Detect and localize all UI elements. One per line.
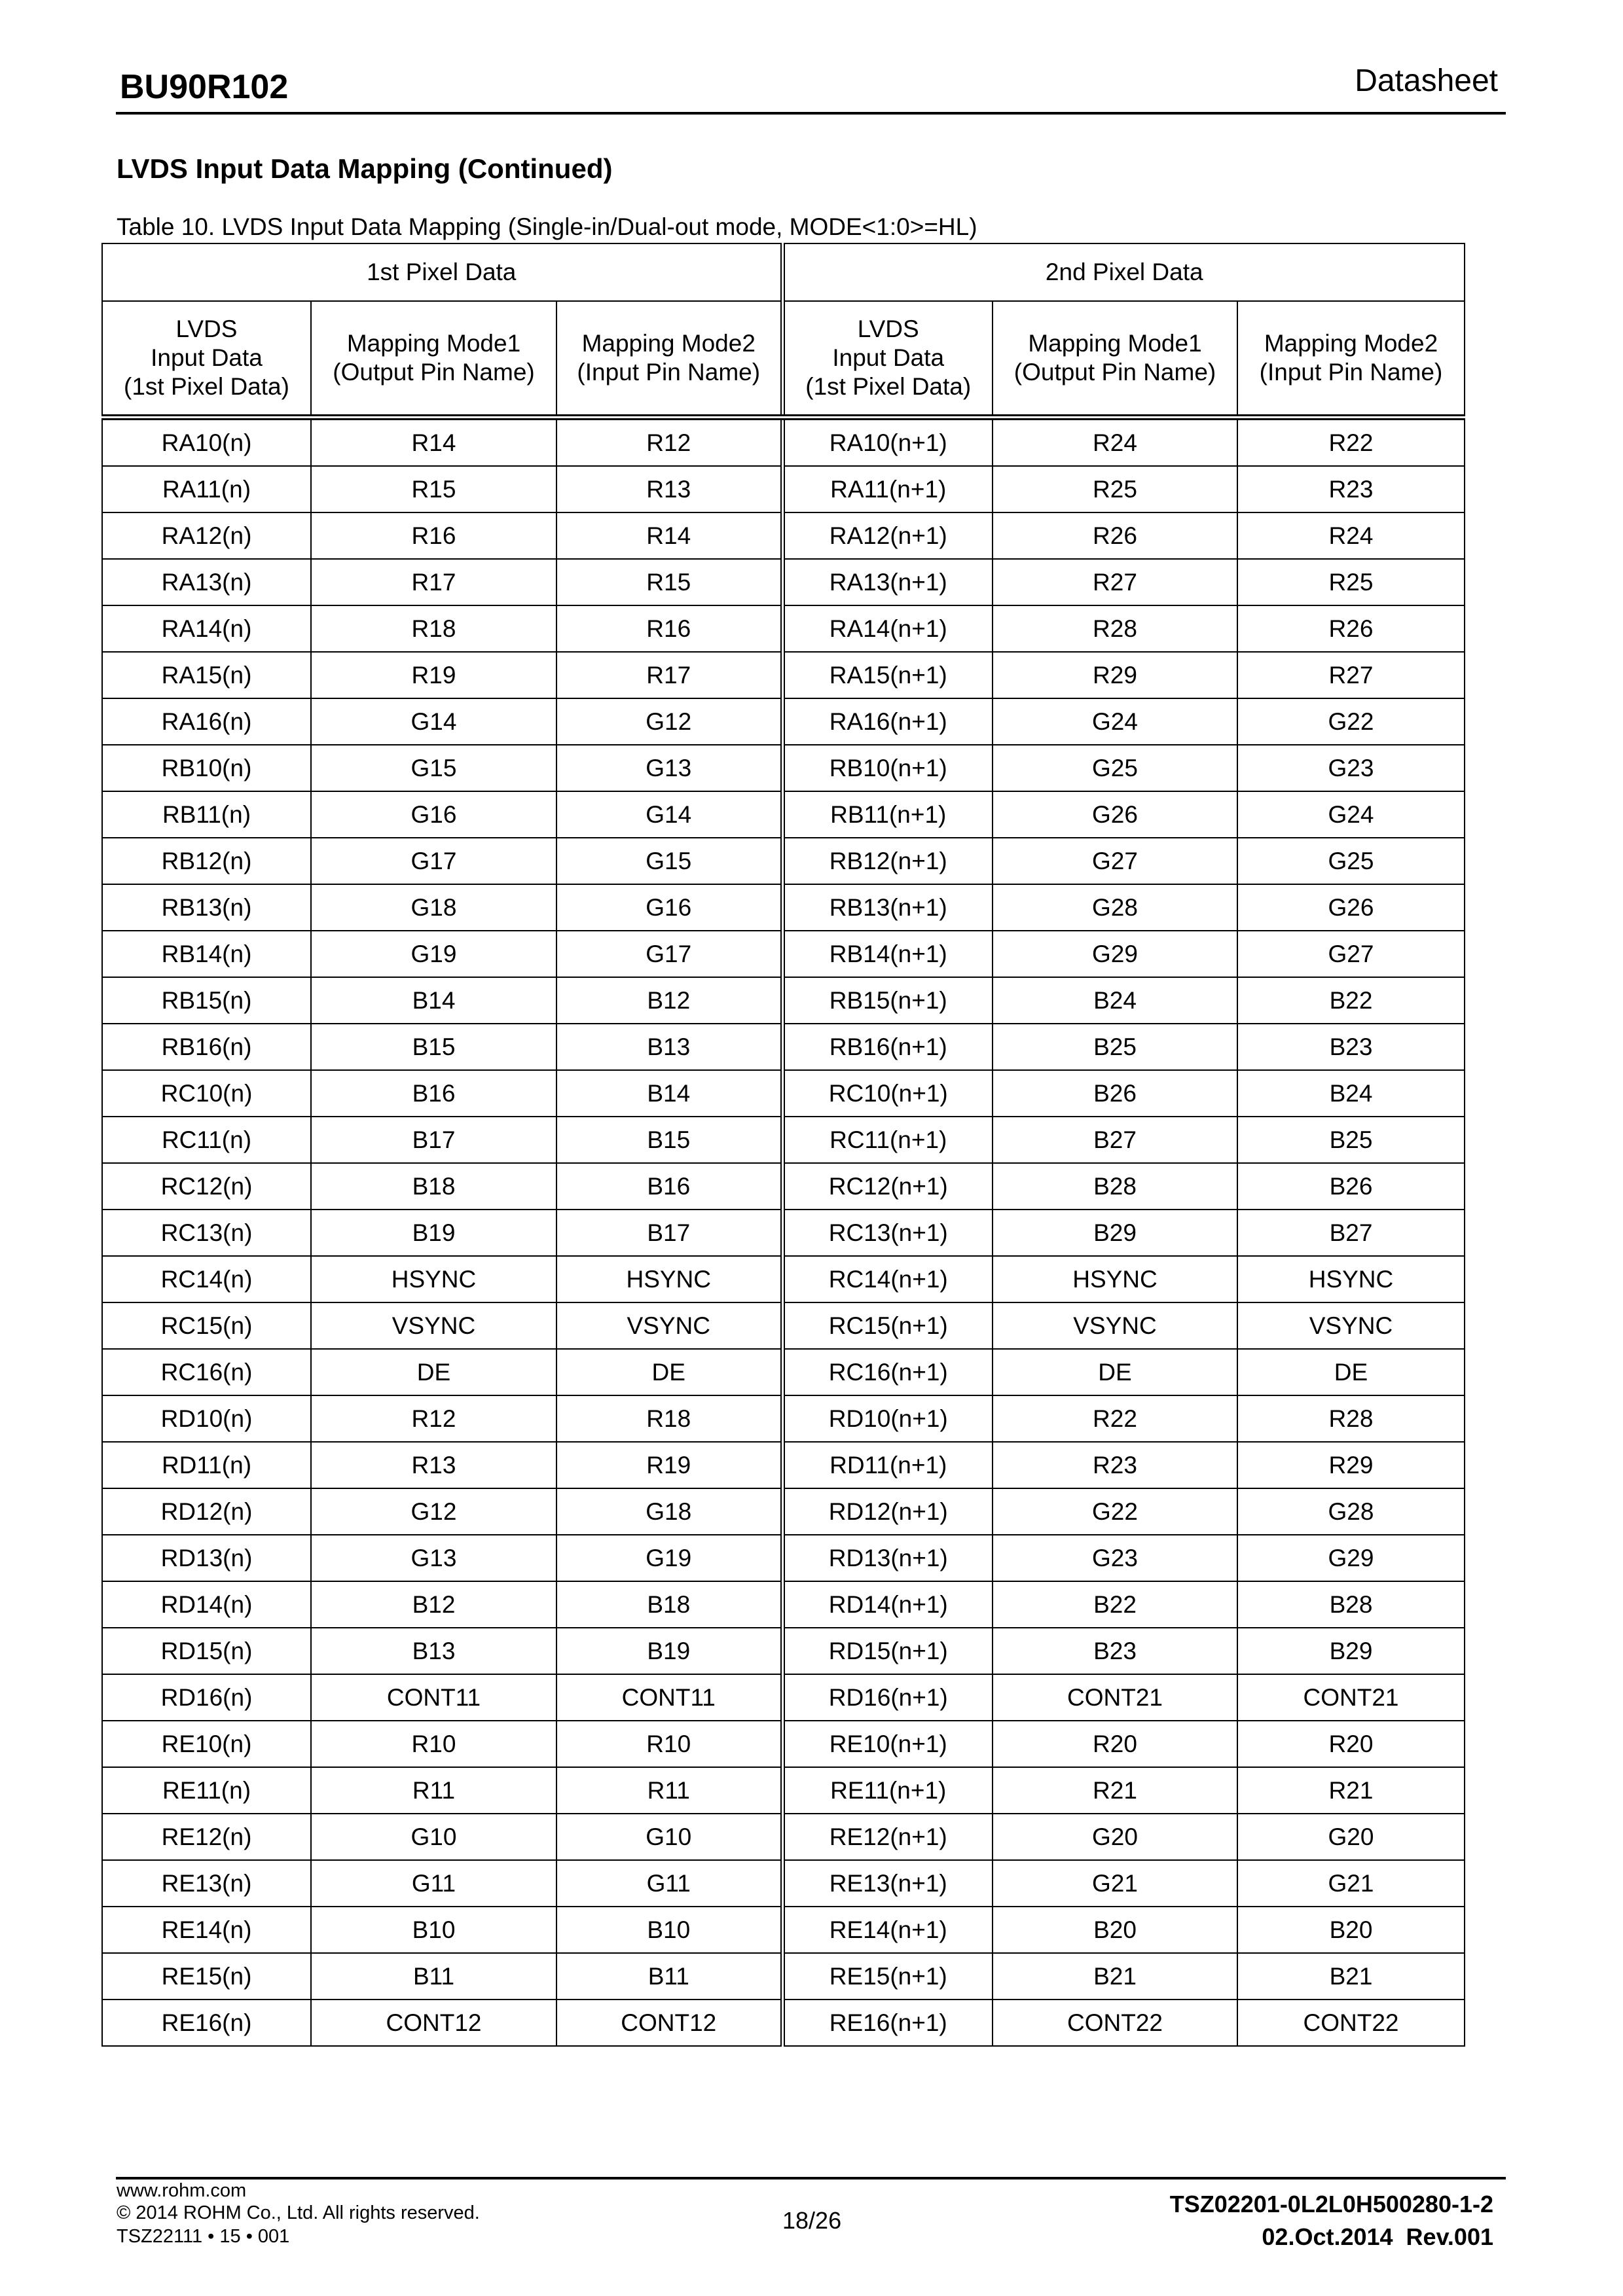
table-cell: R21 (1237, 1767, 1465, 1814)
table-cell: R21 (993, 1767, 1237, 1814)
table-cell: RB15(n) (102, 977, 311, 1024)
table-cell: RB13(n+1) (782, 884, 993, 931)
table-cell: RB10(n) (102, 745, 311, 791)
table-cell: B26 (993, 1070, 1237, 1117)
column-header-line: Mapping Mode2 (1264, 330, 1438, 357)
table-row (102, 1628, 1465, 1674)
table-cell: R18 (311, 605, 556, 652)
table-cell: RA10(n) (102, 418, 311, 467)
table-cell: CONT12 (556, 2000, 782, 2046)
table-row (102, 698, 1465, 745)
table-cell: G11 (311, 1860, 556, 1907)
table-cell: B12 (556, 977, 782, 1024)
table-cell: RE12(n+1) (782, 1814, 993, 1860)
table-cell: B23 (993, 1628, 1237, 1674)
table-cell: RB14(n+1) (782, 931, 993, 977)
table-cell: HSYNC (993, 1256, 1237, 1302)
column-header (102, 301, 311, 418)
table-cell: RE12(n) (102, 1814, 311, 1860)
table-cell: RB11(n) (102, 791, 311, 838)
section-title: LVDS Input Data Mapping (Continued) (117, 153, 613, 184)
table-cell: G26 (1237, 884, 1465, 931)
table-caption: Table 10. LVDS Input Data Mapping (Single-in/Dual-out mode, MODE<1:0>=HL) (117, 213, 977, 240)
table-cell: RA10(n+1) (782, 418, 993, 467)
table-cell: RB12(n+1) (782, 838, 993, 884)
table-cell: RD15(n) (102, 1628, 311, 1674)
table-cell: B11 (556, 1953, 782, 2000)
table-cell: RD12(n) (102, 1488, 311, 1535)
table-cell: B17 (311, 1117, 556, 1163)
table-cell: DE (311, 1349, 556, 1395)
table-cell: B26 (1237, 1163, 1465, 1210)
table-cell: RD15(n+1) (782, 1628, 993, 1674)
table-cell: G19 (556, 1535, 782, 1581)
table-cell: RD16(n) (102, 1674, 311, 1721)
table-cell: RA13(n+1) (782, 559, 993, 605)
table-cell: RA11(n) (102, 466, 311, 512)
table-cell: G21 (993, 1860, 1237, 1907)
table-row (102, 1210, 1465, 1256)
table-cell: RB10(n+1) (782, 745, 993, 791)
table-cell: RD11(n) (102, 1442, 311, 1488)
table-cell: G20 (1237, 1814, 1465, 1860)
table-cell: R28 (1237, 1395, 1465, 1442)
table-row (102, 418, 1465, 467)
table-cell: G20 (993, 1814, 1237, 1860)
table-cell: G17 (311, 838, 556, 884)
table-cell: R23 (993, 1442, 1237, 1488)
table-cell: B15 (556, 1117, 782, 1163)
table-row (102, 1860, 1465, 1907)
table-cell: R20 (993, 1721, 1237, 1767)
table-row (102, 1488, 1465, 1535)
column-header-line: Mapping Mode1 (346, 330, 521, 357)
table-cell: G24 (993, 698, 1237, 745)
table-cell: G23 (1237, 745, 1465, 791)
table-cell: R15 (311, 466, 556, 512)
table-cell: RC12(n+1) (782, 1163, 993, 1210)
table-cell: CONT12 (311, 2000, 556, 2046)
table-cell: RA15(n) (102, 652, 311, 698)
table-cell: VSYNC (993, 1302, 1237, 1349)
table-row (102, 2000, 1465, 2046)
footer-rule (116, 2177, 1506, 2179)
table-cell: VSYNC (556, 1302, 782, 1349)
column-header-line: (Input Pin Name) (577, 359, 761, 386)
column-header-line: Input Data (151, 344, 263, 371)
table-cell: RC10(n+1) (782, 1070, 993, 1117)
table-cell: RE10(n) (102, 1721, 311, 1767)
column-header-line: LVDS (175, 315, 238, 342)
table-cell: R14 (556, 512, 782, 559)
table-cell: B15 (311, 1024, 556, 1070)
table-cell: G25 (993, 745, 1237, 791)
table-cell: G26 (993, 791, 1237, 838)
table-cell: G10 (556, 1814, 782, 1860)
table-cell: CONT22 (1237, 2000, 1465, 2046)
table-cell: HSYNC (1237, 1256, 1465, 1302)
table-cell: G16 (311, 791, 556, 838)
table-cell: RB16(n+1) (782, 1024, 993, 1070)
table-cell: R29 (993, 652, 1237, 698)
table-cell: B14 (311, 977, 556, 1024)
table-cell: R11 (311, 1767, 556, 1814)
table-cell: RC15(n) (102, 1302, 311, 1349)
table-cell: RD14(n) (102, 1581, 311, 1628)
table-cell: B13 (556, 1024, 782, 1070)
table-row (102, 1953, 1465, 2000)
table-cell: RB11(n+1) (782, 791, 993, 838)
table-cell: RA14(n+1) (782, 605, 993, 652)
table-cell: G19 (311, 931, 556, 977)
table-cell: G12 (556, 698, 782, 745)
table-cell: RC13(n+1) (782, 1210, 993, 1256)
table-row (102, 1721, 1465, 1767)
table-cell: DE (556, 1349, 782, 1395)
group-header-1st-pixel: 1st Pixel Data (102, 243, 782, 301)
table-row (102, 1349, 1465, 1395)
table-cell: RE16(n) (102, 2000, 311, 2046)
header-rule (116, 112, 1506, 115)
table-cell: RC15(n+1) (782, 1302, 993, 1349)
table-cell: B29 (993, 1210, 1237, 1256)
table-cell: G11 (556, 1860, 782, 1907)
table-cell: R14 (311, 418, 556, 467)
table-cell: B17 (556, 1210, 782, 1256)
table-cell: B29 (1237, 1628, 1465, 1674)
table-cell: RA15(n+1) (782, 652, 993, 698)
table-row (102, 1117, 1465, 1163)
table-cell: B27 (993, 1117, 1237, 1163)
table-cell: G25 (1237, 838, 1465, 884)
column-header (1237, 301, 1465, 418)
table-cell: CONT11 (311, 1674, 556, 1721)
table-cell: RE15(n+1) (782, 1953, 993, 2000)
table-row (102, 1302, 1465, 1349)
footer-website: www.rohm.com (117, 2180, 247, 2201)
table-cell: RC14(n) (102, 1256, 311, 1302)
table-cell: R29 (1237, 1442, 1465, 1488)
table-cell: B11 (311, 1953, 556, 2000)
page-number: 18/26 (782, 2207, 842, 2234)
table-cell: DE (1237, 1349, 1465, 1395)
table-cell: R10 (311, 1721, 556, 1767)
table-cell: B16 (556, 1163, 782, 1210)
table-cell: RD14(n+1) (782, 1581, 993, 1628)
table-cell: R12 (311, 1395, 556, 1442)
table-cell: G18 (556, 1488, 782, 1535)
table-cell: RD12(n+1) (782, 1488, 993, 1535)
column-header-line: Mapping Mode1 (1028, 330, 1202, 357)
table-cell: B18 (311, 1163, 556, 1210)
footer-form-code: TSZ22111 • 15 • 001 (117, 2226, 290, 2247)
table-cell: G17 (556, 931, 782, 977)
table-row (102, 745, 1465, 791)
table-cell: RC13(n) (102, 1210, 311, 1256)
table-cell: G15 (556, 838, 782, 884)
table-row (102, 977, 1465, 1024)
table-row (102, 1070, 1465, 1117)
table-cell: RD16(n+1) (782, 1674, 993, 1721)
column-header (993, 301, 1237, 418)
part-number: BU90R102 (120, 68, 289, 106)
table-row (102, 559, 1465, 605)
table-cell: R16 (311, 512, 556, 559)
table-cell: RA13(n) (102, 559, 311, 605)
table-cell: B28 (1237, 1581, 1465, 1628)
table-cell: RA12(n+1) (782, 512, 993, 559)
table-cell: CONT22 (993, 2000, 1237, 2046)
table-cell: B19 (556, 1628, 782, 1674)
table-cell: B27 (1237, 1210, 1465, 1256)
table-cell: R22 (1237, 418, 1465, 467)
table-row (102, 1024, 1465, 1070)
table-cell: R24 (993, 418, 1237, 467)
table-cell: RA16(n+1) (782, 698, 993, 745)
table-row (102, 512, 1465, 559)
table-cell: G28 (993, 884, 1237, 931)
table-cell: G27 (993, 838, 1237, 884)
column-header (556, 301, 782, 418)
table-cell: HSYNC (311, 1256, 556, 1302)
table-cell: RB14(n) (102, 931, 311, 977)
column-header-line: (Input Pin Name) (1259, 359, 1443, 386)
table-row (102, 1256, 1465, 1302)
footer-date-revision: 02.Oct.2014 Rev.001 (1262, 2223, 1493, 2250)
table-cell: RE11(n) (102, 1767, 311, 1814)
table-cell: G13 (556, 745, 782, 791)
table-cell: G12 (311, 1488, 556, 1535)
footer-copyright: © 2014 ROHM Co., Ltd. All rights reserved. (117, 2202, 480, 2223)
column-header-line: (Output Pin Name) (1013, 359, 1216, 386)
table-cell: R19 (556, 1442, 782, 1488)
table-cell: B12 (311, 1581, 556, 1628)
table-cell: G14 (556, 791, 782, 838)
table-cell: CONT11 (556, 1674, 782, 1721)
table-cell: CONT21 (993, 1674, 1237, 1721)
table-cell: RE14(n+1) (782, 1907, 993, 1953)
table-row (102, 791, 1465, 838)
column-header (782, 301, 993, 418)
table-cell: B10 (556, 1907, 782, 1953)
table-row (102, 884, 1465, 931)
table-cell: B20 (993, 1907, 1237, 1953)
table-row (102, 1535, 1465, 1581)
table-row (102, 1674, 1465, 1721)
table-cell: B18 (556, 1581, 782, 1628)
table-cell: R26 (1237, 605, 1465, 652)
table-cell: B23 (1237, 1024, 1465, 1070)
table-cell: R27 (1237, 652, 1465, 698)
table-row (102, 931, 1465, 977)
table-cell: G24 (1237, 791, 1465, 838)
table-cell: RE10(n+1) (782, 1721, 993, 1767)
table-cell: RB12(n) (102, 838, 311, 884)
lvds-mapping-table (101, 243, 1464, 2047)
table-row (102, 466, 1465, 512)
table-cell: RA11(n+1) (782, 466, 993, 512)
table-cell: G23 (993, 1535, 1237, 1581)
table-cell: B21 (993, 1953, 1237, 2000)
table-cell: RB16(n) (102, 1024, 311, 1070)
table-cell: B13 (311, 1628, 556, 1674)
table-cell: B21 (1237, 1953, 1465, 2000)
table-row (102, 1581, 1465, 1628)
table-cell: R15 (556, 559, 782, 605)
table-cell: RD10(n+1) (782, 1395, 993, 1442)
table-cell: G10 (311, 1814, 556, 1860)
table-cell: B14 (556, 1070, 782, 1117)
table-cell: R11 (556, 1767, 782, 1814)
table-cell: R22 (993, 1395, 1237, 1442)
table-cell: RC12(n) (102, 1163, 311, 1210)
table-cell: RC11(n+1) (782, 1117, 993, 1163)
table-cell: VSYNC (311, 1302, 556, 1349)
table-cell: CONT21 (1237, 1674, 1465, 1721)
table-cell: R20 (1237, 1721, 1465, 1767)
table-cell: B25 (993, 1024, 1237, 1070)
table-cell: G18 (311, 884, 556, 931)
table-cell: RB15(n+1) (782, 977, 993, 1024)
table-cell: VSYNC (1237, 1302, 1465, 1349)
table-row (102, 1907, 1465, 1953)
footer-doc-number: TSZ02201-0L2L0H500280-1-2 (1169, 2191, 1493, 2217)
table-cell: B25 (1237, 1117, 1465, 1163)
column-header-line: Mapping Mode2 (581, 330, 756, 357)
column-header-line: Input Data (832, 344, 945, 371)
table-cell: G14 (311, 698, 556, 745)
table-cell: RA14(n) (102, 605, 311, 652)
table-cell: B24 (1237, 1070, 1465, 1117)
table-cell: RE13(n+1) (782, 1860, 993, 1907)
table-cell: RE13(n) (102, 1860, 311, 1907)
table-row (102, 1767, 1465, 1814)
table-row (102, 838, 1465, 884)
group-header-2nd-pixel: 2nd Pixel Data (782, 243, 1465, 301)
table-cell: G29 (993, 931, 1237, 977)
table-cell: B22 (993, 1581, 1237, 1628)
table-cell: RA12(n) (102, 512, 311, 559)
column-header (311, 301, 556, 418)
table-cell: RE14(n) (102, 1907, 311, 1953)
table-cell: RA16(n) (102, 698, 311, 745)
table-cell: R10 (556, 1721, 782, 1767)
table-cell: B24 (993, 977, 1237, 1024)
table-cell: RD11(n+1) (782, 1442, 993, 1488)
table-cell: R18 (556, 1395, 782, 1442)
table-cell: B20 (1237, 1907, 1465, 1953)
table-row (102, 1163, 1465, 1210)
table-cell: B10 (311, 1907, 556, 1953)
table-cell: B28 (993, 1163, 1237, 1210)
table-cell: G15 (311, 745, 556, 791)
table-cell: RD13(n+1) (782, 1535, 993, 1581)
column-header-line: (1st Pixel Data) (124, 373, 289, 400)
table-row (102, 652, 1465, 698)
table-cell: RC16(n) (102, 1349, 311, 1395)
table-cell: B19 (311, 1210, 556, 1256)
table-row (102, 605, 1465, 652)
table-cell: R17 (311, 559, 556, 605)
column-header-line: (Output Pin Name) (333, 359, 535, 386)
table-cell: RC16(n+1) (782, 1349, 993, 1395)
table-cell: G29 (1237, 1535, 1465, 1581)
table-cell: B22 (1237, 977, 1465, 1024)
table-cell: R23 (1237, 466, 1465, 512)
table-cell: RE16(n+1) (782, 2000, 993, 2046)
table-cell: R25 (993, 466, 1237, 512)
table-row (102, 1395, 1465, 1442)
table-cell: G16 (556, 884, 782, 931)
table-cell: R19 (311, 652, 556, 698)
table-cell: R12 (556, 418, 782, 467)
table-cell: RE11(n+1) (782, 1767, 993, 1814)
table-cell: R27 (993, 559, 1237, 605)
table-cell: G28 (1237, 1488, 1465, 1535)
table-cell: G22 (1237, 698, 1465, 745)
table-cell: G21 (1237, 1860, 1465, 1907)
table-cell: RC10(n) (102, 1070, 311, 1117)
table-cell: RE15(n) (102, 1953, 311, 2000)
column-header-line: (1st Pixel Data) (805, 373, 972, 400)
table-cell: RB13(n) (102, 884, 311, 931)
table-cell: HSYNC (556, 1256, 782, 1302)
table-cell: DE (993, 1349, 1237, 1395)
table-cell: RC11(n) (102, 1117, 311, 1163)
table-cell: R26 (993, 512, 1237, 559)
table-cell: R17 (556, 652, 782, 698)
table-cell: R16 (556, 605, 782, 652)
table-cell: RD10(n) (102, 1395, 311, 1442)
table-row (102, 1442, 1465, 1488)
table-cell: G13 (311, 1535, 556, 1581)
table-cell: R24 (1237, 512, 1465, 559)
table-cell: B16 (311, 1070, 556, 1117)
table-cell: G22 (993, 1488, 1237, 1535)
table-cell: RD13(n) (102, 1535, 311, 1581)
table-cell: RC14(n+1) (782, 1256, 993, 1302)
table-cell: R25 (1237, 559, 1465, 605)
table-cell: G27 (1237, 931, 1465, 977)
doc-type-label: Datasheet (1355, 63, 1498, 98)
table-cell: R13 (311, 1442, 556, 1488)
column-header-line: LVDS (857, 315, 919, 342)
table-row (102, 1814, 1465, 1860)
table-cell: R13 (556, 466, 782, 512)
table-cell: R28 (993, 605, 1237, 652)
